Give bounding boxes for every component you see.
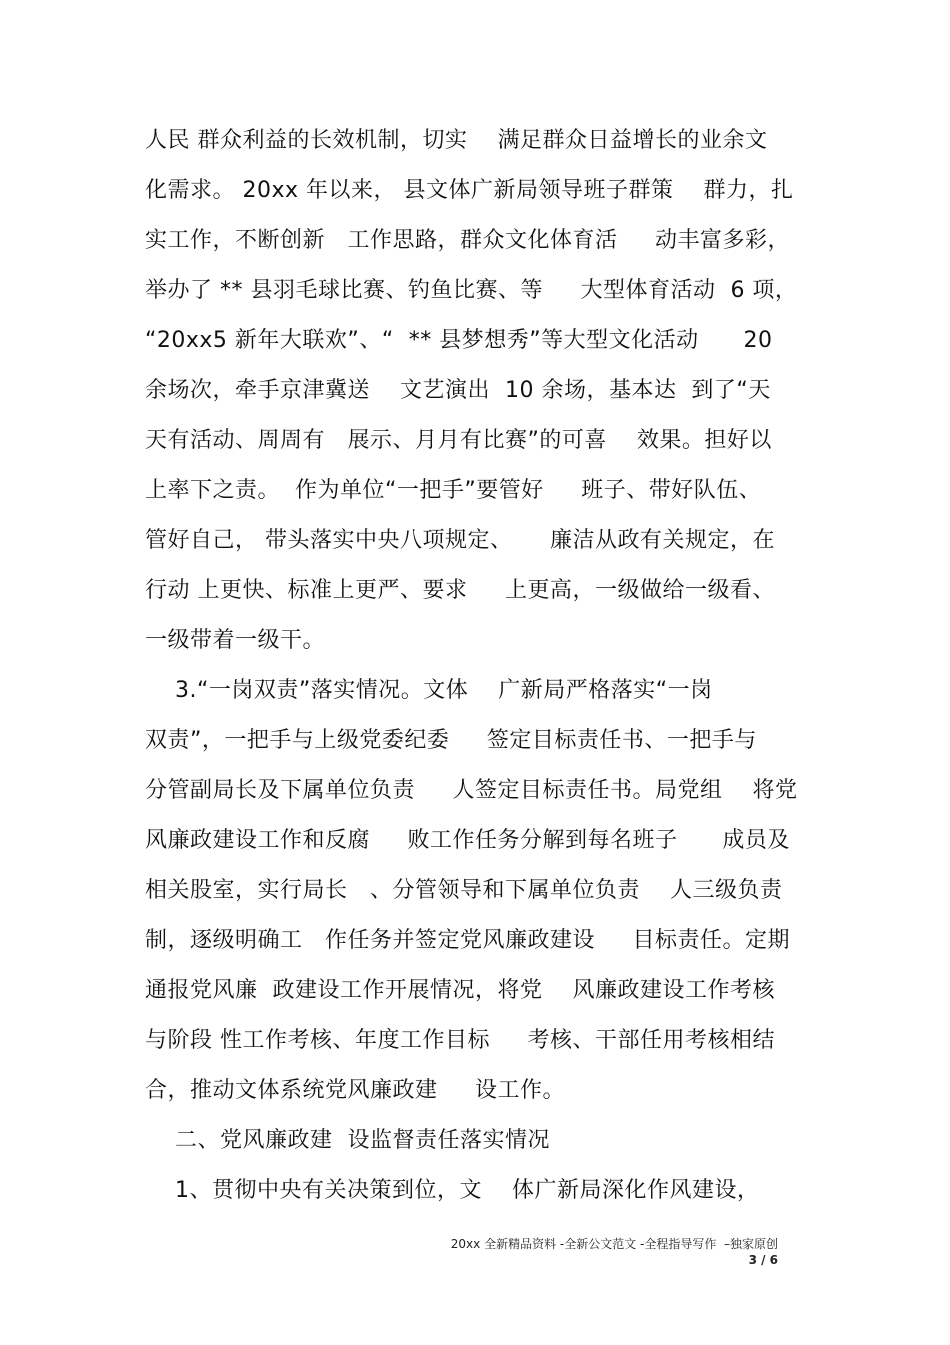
- body-text-line: 行动 上更快、标准上更严、要求 上更高，一级做给一级看、: [145, 578, 775, 603]
- body-text-line: 余场次，牵手京津冀送 文艺演出 10 余场，基本达 到了“天: [145, 378, 771, 403]
- body-text-line: 风廉政建设工作和反腐 败工作任务分解到每名班子 成员及: [145, 828, 790, 853]
- body-text-line: 合，推动文体系统党风廉政建 设工作。: [145, 1078, 565, 1103]
- body-text-line: “20xx5 新年大联欢”、“ ** 县梦想秀”等大型文化活动 20: [145, 328, 773, 353]
- body-text-line: 实工作，不断创新 工作思路，群众文化体育活 动丰富多彩，: [145, 228, 790, 253]
- body-text-line: 人民 群众利益的长效机制，切实 满足群众日益增长的业余文: [145, 128, 768, 153]
- body-text-line: 1、贯彻中央有关决策到位，文 体广新局深化作风建设，: [145, 1178, 760, 1203]
- body-text-line: 制，逐级明确工 作任务并签定党风廉政建设 目标责任。定期: [145, 928, 790, 953]
- body-text-line: 相关股室，实行局长 、分管领导和下属单位负责 人三级负责: [145, 878, 783, 903]
- body-text-line: 管好自己， 带头落实中央八项规定、 廉洁从政有关规定，在: [145, 528, 775, 553]
- page-number: 3 / 6: [748, 1253, 778, 1267]
- body-text-line: 举办了 ** 县羽毛球比赛、钓鱼比赛、等 大型体育活动 6 项，: [145, 278, 798, 303]
- body-text-line: 化需求。 20xx 年以来， 县文体广新局领导班子群策 群力，扎: [145, 178, 794, 203]
- body-text-line: 双责”，一把手与上级党委纪委 签定目标责任书、一把手与: [145, 728, 757, 753]
- body-text-line: 一级带着一级干。: [145, 628, 326, 653]
- body-text-line: 通报党风廉 政建设工作开展情况，将党 风廉政建设工作考核: [145, 978, 775, 1003]
- body-text-line: 与阶段 性工作考核、年度工作目标 考核、干部任用考核相结: [145, 1028, 775, 1053]
- body-text-line: 分管副局长及下属单位负责 人签定目标责任书。局党组 将党: [145, 778, 798, 803]
- body-text-line: 3.“一岗双责”落实情况。文体 广新局严格落实“一岗: [145, 678, 713, 703]
- section-heading: 二、党风廉政建 设监督责任落实情况: [145, 1128, 550, 1153]
- body-text-line: 上率下之责。 作为单位“一把手”要管好 班子、带好队伍、: [145, 478, 762, 503]
- footer-text: 20xx 全新精品资料 -全新公文范文 -全程指导写作 –独家原创: [450, 1237, 778, 1251]
- body-text-line: 天有活动、周周有 展示、月月有比赛”的可喜 效果。担好以: [145, 428, 772, 453]
